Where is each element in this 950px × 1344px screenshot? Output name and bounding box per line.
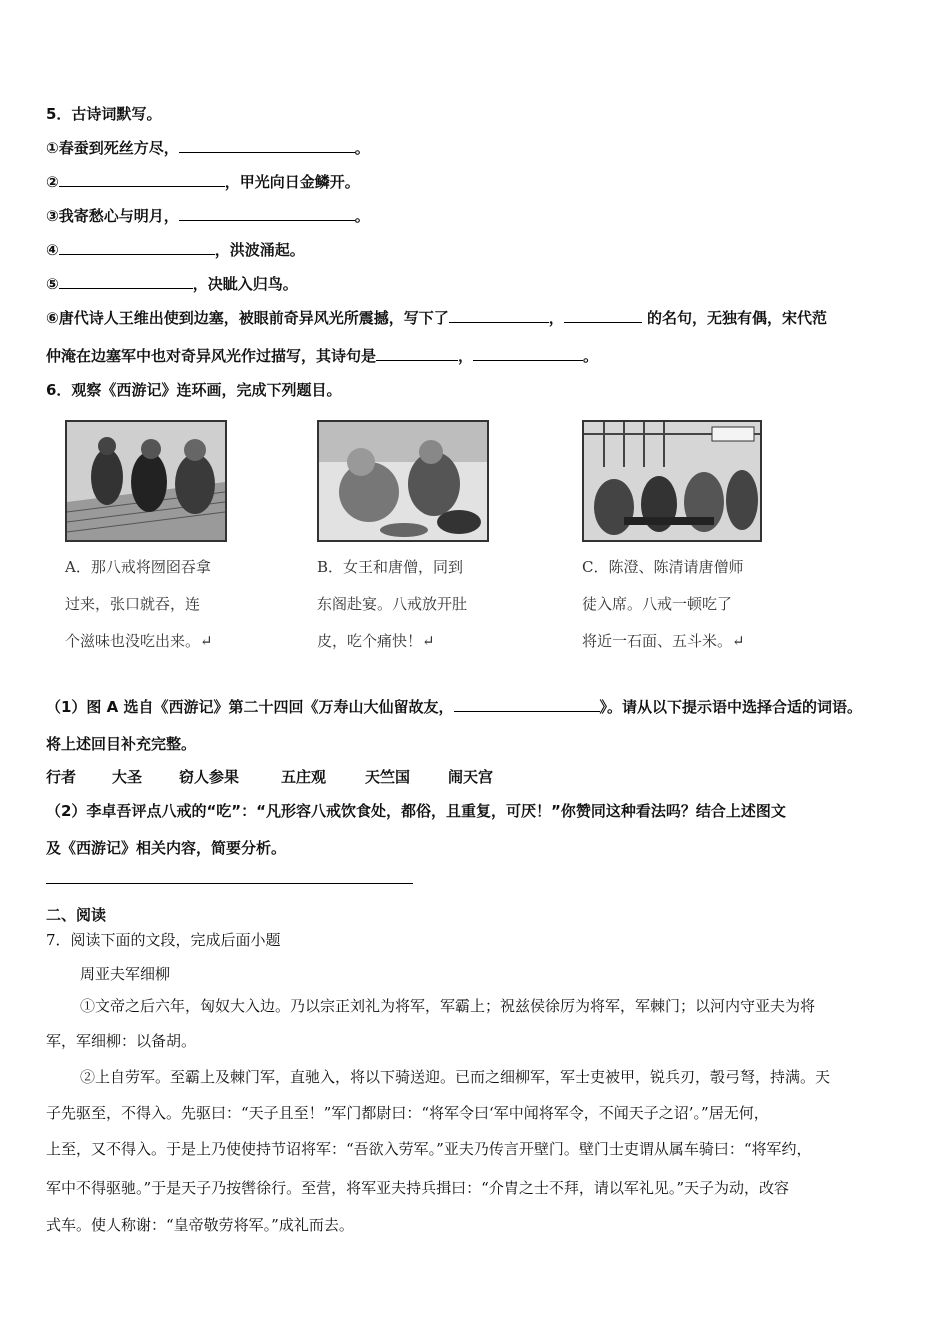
- illustration-a-drawing: [67, 422, 225, 540]
- q6-sub1-tail: 》。请从以下提示语中选择合适的词语。: [599, 698, 863, 716]
- answer-line[interactable]: [46, 883, 413, 884]
- caption-b-line-3: 皮，吃个痛快！↵: [317, 632, 435, 650]
- answer-blank[interactable]: [564, 308, 642, 323]
- q6-title: 6．观察《西游记》连环画，完成下列题目。: [46, 381, 342, 399]
- q5-line-6-text: ⑥唐代诗人王维出使到边塞，被眼前奇异风光所震撼，写下了: [46, 309, 449, 327]
- q7-title: 7．阅读下面的文段，完成后面小题: [46, 931, 281, 949]
- q5-line-6: [46, 307, 827, 328]
- option-6: 闹天宫: [448, 768, 494, 786]
- q5-line-4-text: ，洪波涌起。: [214, 241, 305, 259]
- answer-blank[interactable]: [179, 138, 355, 153]
- option-2: 大圣: [112, 768, 143, 786]
- answer-blank[interactable]: [449, 308, 549, 323]
- caption-b-line-1: B．女王和唐僧，同到: [317, 558, 464, 576]
- q5-line-1: [46, 137, 370, 158]
- caption-a-line-1: A．那八戒将囫囵吞拿: [65, 558, 211, 576]
- q6-sub1-line-1: [46, 696, 862, 717]
- q6-sub2-line-2: 及《西游记》相关内容，简要分析。: [46, 839, 287, 857]
- comma: ，: [548, 309, 564, 327]
- passage-p1-line-1: ①文帝之后六年，匈奴大入边。乃以宗正刘礼为将军，军霸上；祝兹侯徐厉为将军，军棘门；以河内守亚夫为将: [80, 997, 816, 1015]
- answer-blank[interactable]: [454, 697, 600, 712]
- passage-title: 周亚夫军细柳: [80, 965, 171, 983]
- passage-p2-line-3: 上至，又不得入。于是上乃使使持节诏将军：“吾欲入劳军。”亚夫乃传言开壁门。壁门士吏谓从属车骑曰：“将军约，: [46, 1140, 812, 1158]
- q5-line-2: [46, 171, 360, 192]
- q5-line-2-text: ，甲光向日金鳞开。: [224, 173, 360, 191]
- caption-c-line-1: C．陈澄、陈清请唐僧师: [582, 558, 744, 576]
- caption-b-line-2: 东阁赴宴。八戒放开肚: [317, 595, 468, 613]
- illustration-b-drawing: [319, 422, 487, 540]
- period: 。: [583, 347, 599, 365]
- q5-line-5-num: ⑤: [46, 275, 59, 293]
- illustration-c-drawing: [584, 422, 760, 540]
- illustration-a: [65, 420, 227, 542]
- q5-line-2-num: ②: [46, 173, 59, 191]
- q5-line-7-text: 仲淹在边塞军中也对奇异风光作过描写，其诗句是: [46, 347, 377, 365]
- caption-a-line-2: 过来，张口就吞，连: [65, 595, 201, 613]
- option-5: 天竺国: [365, 768, 411, 786]
- q5-title: 5．古诗词默写。: [46, 105, 162, 123]
- q6-sub1-text: （1）图 A 选自《西游记》第二十四回《万寿山大仙留故友，: [46, 698, 454, 716]
- option-4: 五庄观: [281, 768, 327, 786]
- q6-sub2-line-1: （2）李卓吾评点八戒的“吃”：“凡形容八戒饮食处，都俗，且重复，可厌！”你赞同这种看法吗？结合上述图文: [46, 802, 786, 820]
- q5-line-1-end: 。: [354, 139, 370, 157]
- option-1: 行者: [46, 768, 77, 786]
- passage-p2-line-4: 军中不得驱驰。”于是天子乃按辔徐行。至营，将军亚夫持兵揖曰：“介胄之士不拜，请以军礼见。”天子为动，改容: [46, 1179, 790, 1197]
- q5-line-4: [46, 239, 305, 260]
- q5-line-5-text: ，决眦入归鸟。: [192, 275, 298, 293]
- caption-c-line-2: 徒入席。八戒一顿吃了: [582, 595, 733, 613]
- illustration-b: [317, 420, 489, 542]
- section-heading: 二、阅读: [46, 906, 107, 924]
- answer-blank[interactable]: [179, 206, 355, 221]
- q5-line-1-text: ①春蚕到死丝方尽，: [46, 139, 179, 157]
- illustration-c: [582, 420, 762, 542]
- q5-line-6-tail: 的名句，无独有偶，宋代范: [641, 309, 827, 327]
- q5-line-3-text: ③我寄愁心与明月，: [46, 207, 179, 225]
- q5-line-3-end: 。: [354, 207, 370, 225]
- q5-line-4-num: ④: [46, 241, 59, 259]
- passage-p2-line-5: 式车。使人称谢：“皇帝敬劳将军。”成礼而去。: [46, 1216, 354, 1234]
- q5-line-7: [46, 345, 598, 366]
- answer-blank[interactable]: [376, 346, 458, 361]
- option-3: 窃人参果: [179, 768, 240, 786]
- q5-line-3: [46, 205, 370, 226]
- passage-p1-line-2: 军，军细柳：以备胡。: [46, 1032, 197, 1050]
- answer-blank[interactable]: [59, 240, 215, 255]
- caption-c-line-3: 将近一石面、五斗米。↵: [582, 632, 745, 650]
- answer-blank[interactable]: [59, 274, 193, 289]
- caption-a-line-3: 个滋味也没吃出来。↵: [65, 632, 213, 650]
- comma: ，: [458, 347, 474, 365]
- answer-blank[interactable]: [59, 172, 225, 187]
- q5-line-5: [46, 273, 298, 294]
- passage-p2-line-1: ②上自劳军。至霸上及棘门军，直驰入，将以下骑送迎。已而之细柳军，军士吏被甲，锐兵刃，彀弓弩，持满。天: [80, 1068, 831, 1086]
- passage-p2-line-2: 子先驱至，不得入。先驱曰：“天子且至！”军门都尉曰：“将军令曰‘军中闻将军令，不闻天子之诏’。”居无何，: [46, 1104, 769, 1122]
- q6-sub1-line-2: 将上述回目补充完整。: [46, 735, 197, 753]
- answer-blank[interactable]: [473, 346, 583, 361]
